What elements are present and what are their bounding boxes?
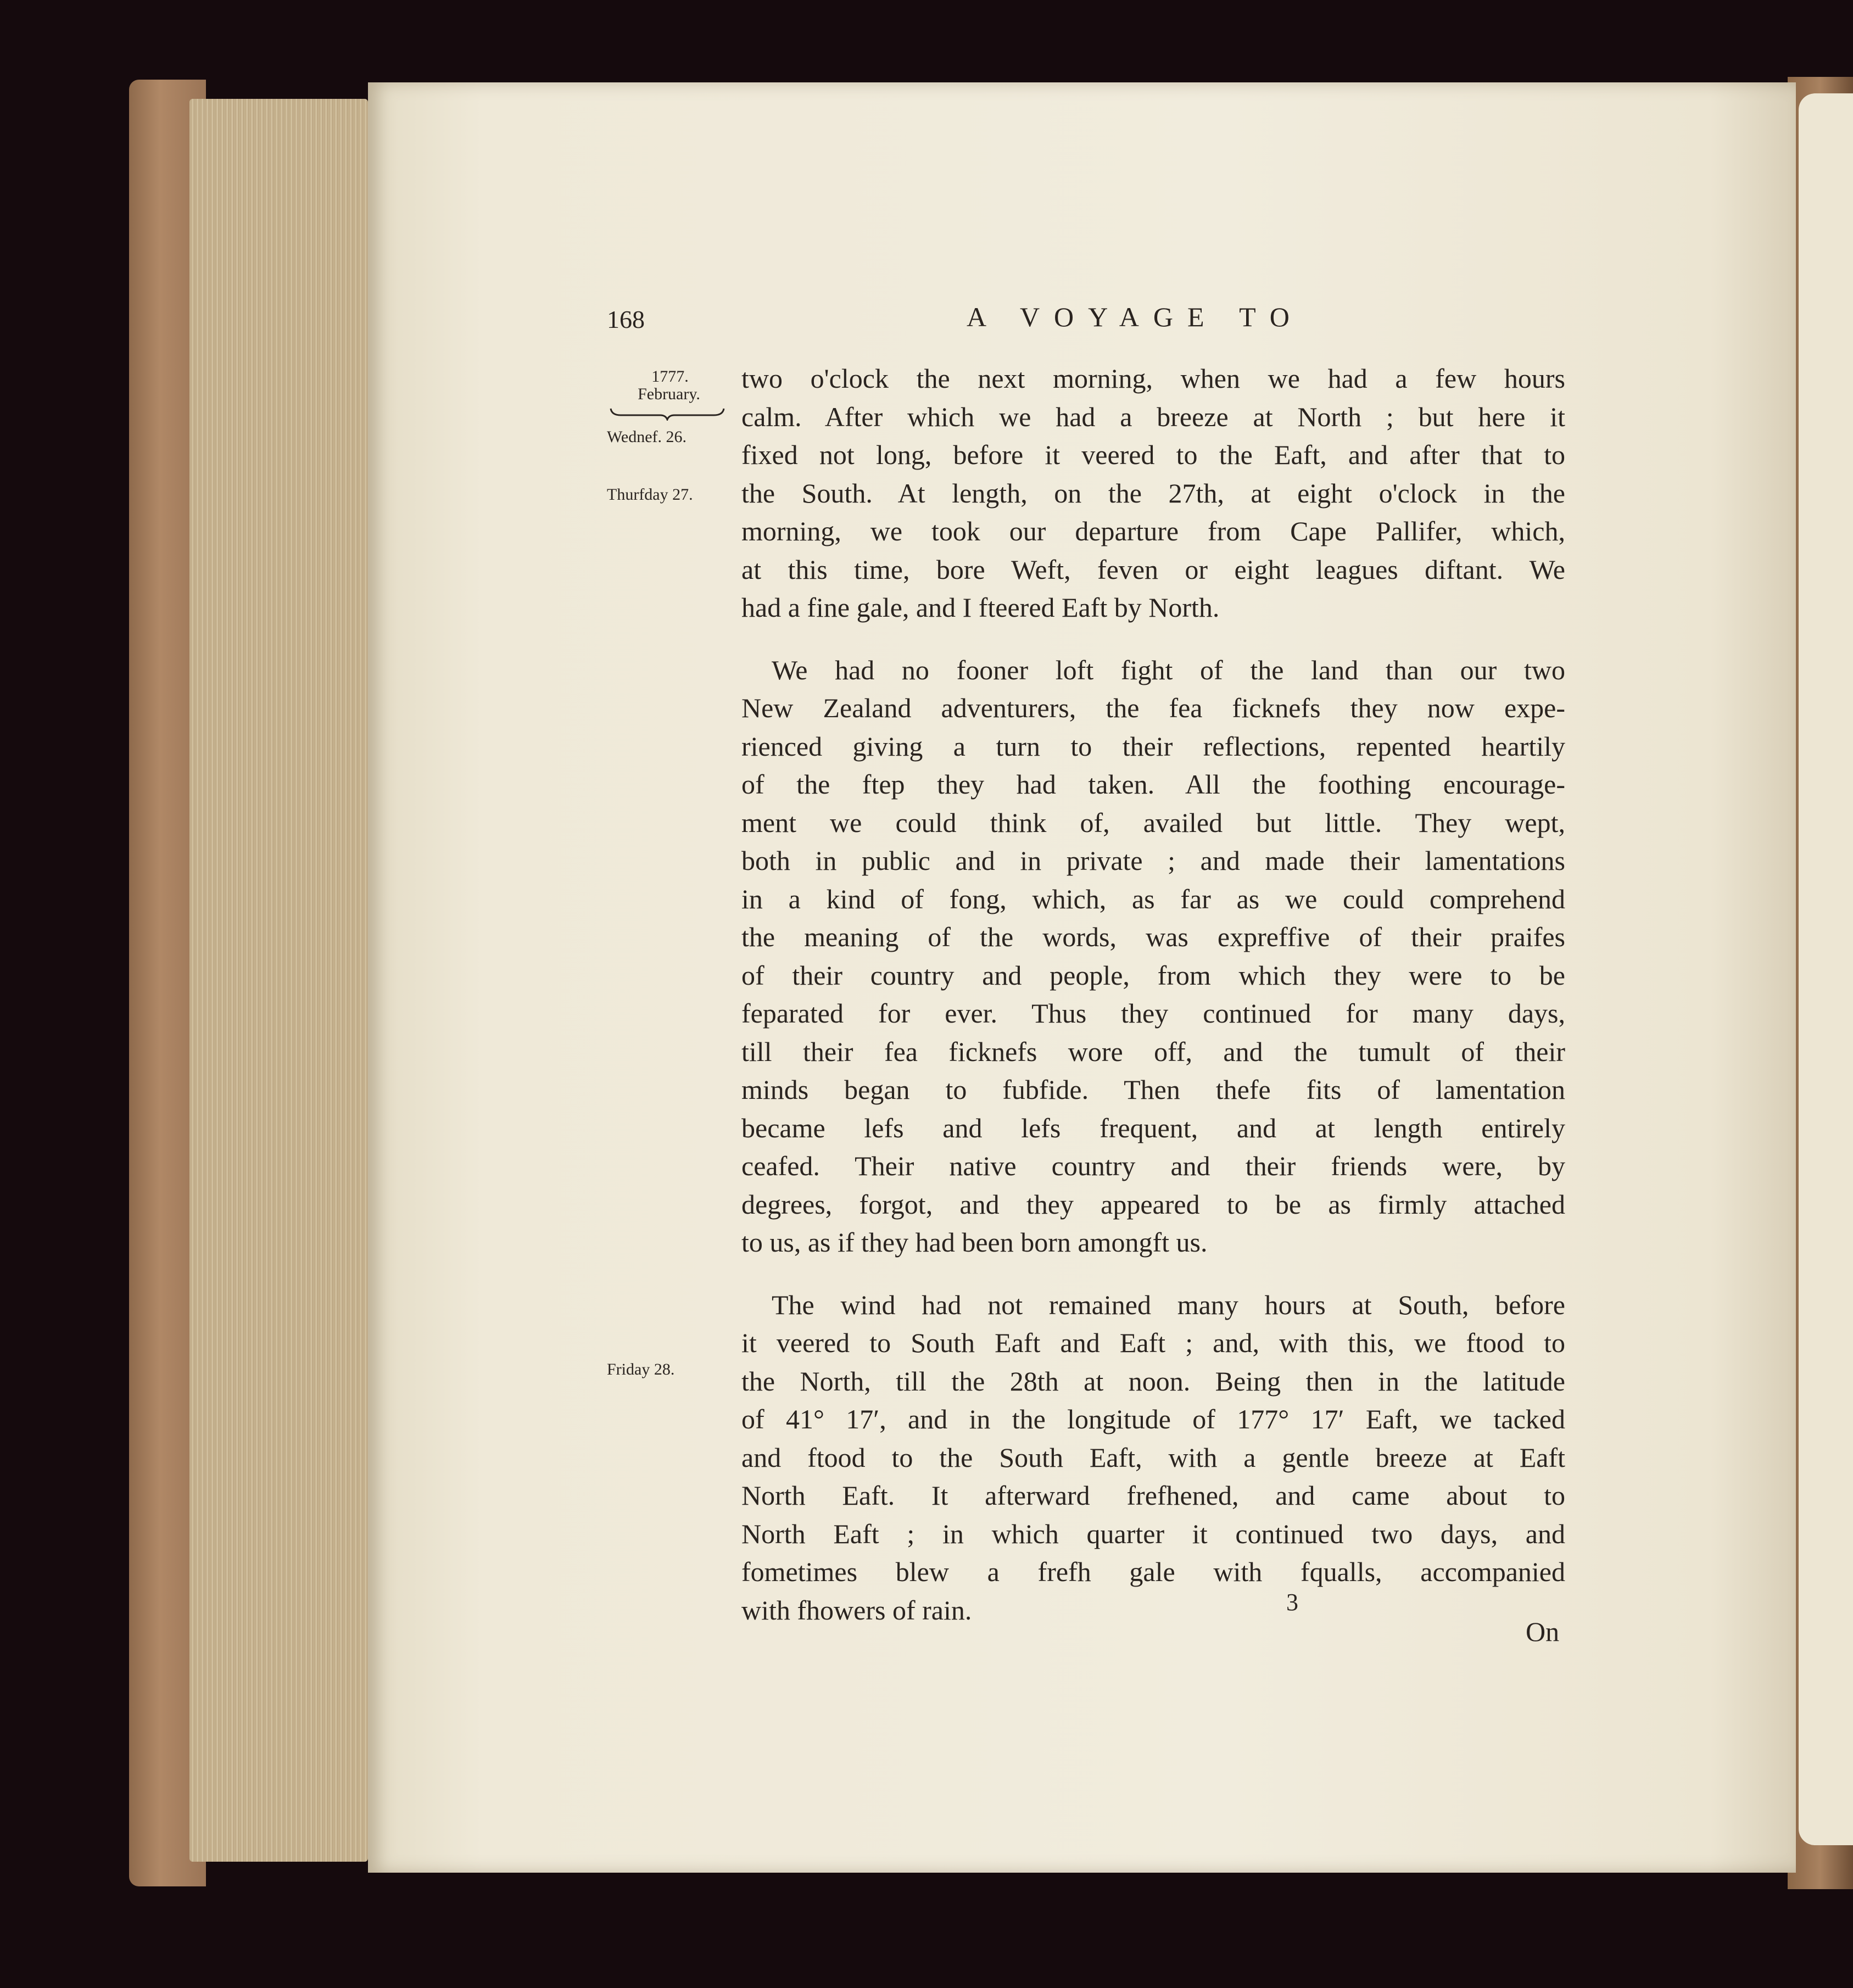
body-text [741, 360, 1565, 1629]
paragraph-2 [741, 651, 1565, 1262]
text-line: the North, till the 28th at noon. Being then in the latitude [741, 1365, 1565, 1397]
margin-year: 1777. [651, 367, 689, 386]
text-line: of 41° 17′, and in the longitude of 177° 17′ Eaft, we tacked [741, 1404, 1565, 1434]
text-line: calm. After which we had a breeze at North ; but here it [741, 401, 1565, 432]
paragraph-3 [741, 1286, 1565, 1630]
text-line: in a kind of fong, which, as far as we could comprehend [741, 883, 1565, 914]
text-line: the South. At length, on the 27th, at eight o'clock in the [741, 477, 1565, 509]
page-number: 168 [607, 305, 645, 333]
margin-date-friday: Friday 28. [607, 1360, 675, 1378]
page-block-edges [189, 99, 368, 1862]
margin-month: February. [638, 385, 700, 403]
margin-date-thursday: Thurfday 27. [607, 485, 693, 504]
text-line: We had no fooner loft fight of the land than our two [772, 654, 1565, 685]
text-line: New Zealand adventurers, the fea ficknefs they now expe- [741, 693, 1565, 723]
paragraph-1 [741, 360, 1565, 627]
text-line: rienced giving a turn to their reflections, repented heartily [741, 730, 1565, 762]
text-line: at this time, bore Weft, feven or eight leagues diftant. We [741, 554, 1565, 585]
text-line: morning, we took our departure from Cape Pallifer, which, [741, 516, 1565, 546]
catchword: On [1526, 1616, 1560, 1647]
text-line: The wind had not remained many hours at South, before [772, 1289, 1565, 1320]
margin-brace [610, 406, 725, 421]
text-line: ceafed. Their native country and their friends were, by [741, 1151, 1565, 1181]
text-line: degrees, forgot, and they appeared to be as firmly attached [741, 1188, 1565, 1220]
text-line: ment we could think of, availed but little. They wept, [741, 807, 1565, 838]
text-line: minds began to fubfide. Then thefe fits of lamentation [741, 1074, 1565, 1105]
text-line: both in public and in private ; and made their lamentations [741, 845, 1565, 876]
text-line: the meaning of the words, was expreffive of their praifes [741, 922, 1565, 952]
margin-date-wednesday: Wednef. 26. [607, 428, 687, 446]
facing-page-edge [1799, 93, 1853, 1845]
running-title: A VOYAGE TO [967, 301, 1304, 332]
text-line: till their fea ficknefs wore off, and the tumult of their [741, 1036, 1565, 1067]
text-line: became lefs and lefs frequent, and at length entirely [741, 1112, 1565, 1143]
text-line: had a fine gale, and I fteered Eaft by North. [741, 592, 1220, 623]
text-line: North Eaft ; in which quarter it continued two days, and [741, 1518, 1565, 1549]
text-line: of their country and people, from which they were to be [741, 959, 1565, 991]
text-line: feparated for ever. Thus they continued for many days, [741, 998, 1565, 1029]
text-line: fometimes blew a frefh gale with fqualls, accompanied [741, 1556, 1565, 1587]
text-line: North Eaft. It afterward frefhened, and came about to [741, 1480, 1565, 1511]
signature-mark: 3 [1286, 1589, 1298, 1616]
text-line: with fhowers of rain. [741, 1594, 972, 1626]
text-line: and ftood to the South Eaft, with a gentle breeze at Eaft [741, 1442, 1565, 1473]
text-line: of the ftep they had taken. All the foothing encourage- [741, 769, 1565, 800]
text-line: two o'clock the next morning, when we had a few hours [741, 363, 1565, 394]
text-line: it veered to South Eaft and Eaft ; and, with this, we ftood to [741, 1327, 1565, 1358]
text-line: fixed not long, before it veered to the Eaft, and after that to [741, 439, 1565, 470]
text-line: to us, as if they had been born amongft us. [741, 1227, 1208, 1258]
